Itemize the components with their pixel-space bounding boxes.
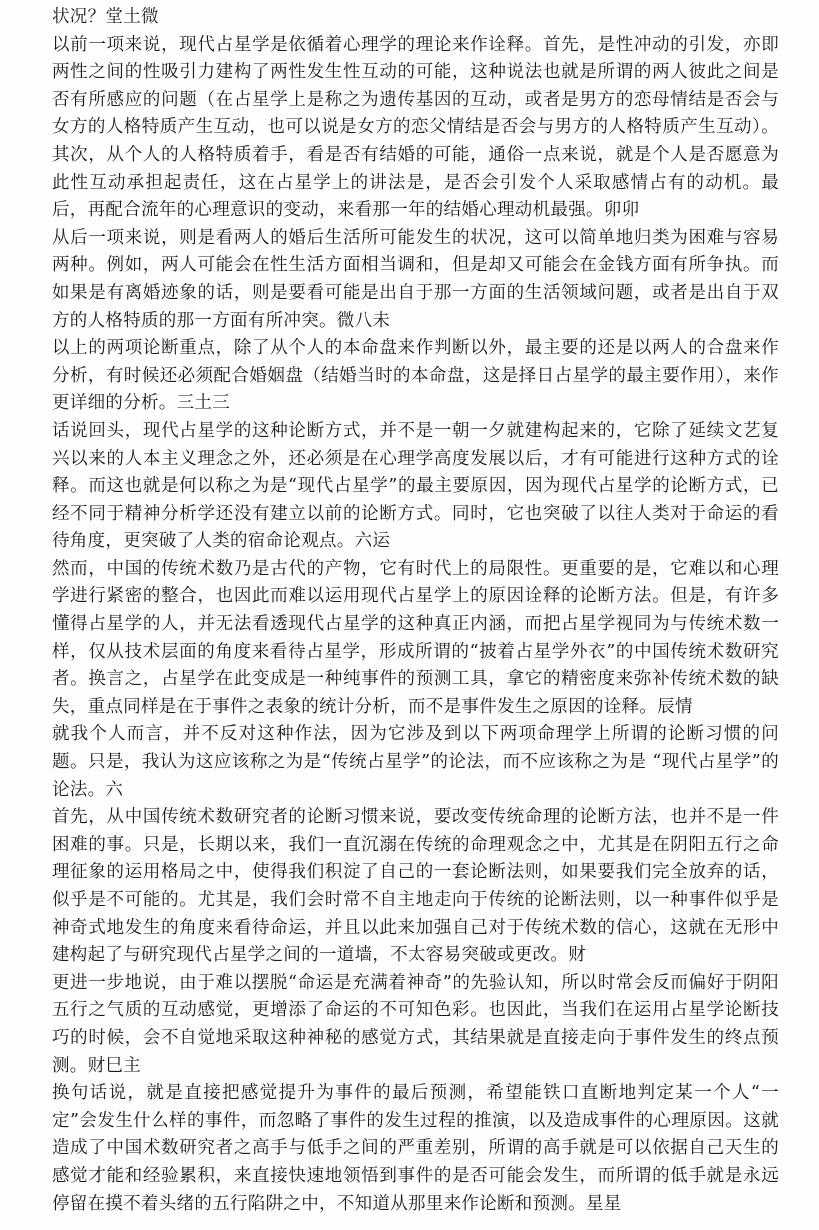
paragraph-10: 换句话说，就是直接把感觉提升为事件的最后预测，希望能铁口直断地判定某一个人“一定”会发生什么样的事件，而忽略了事件的发生过程的推演，以及造成事件的心理原因。这就造成了中国术数研究者之高手与低手之间的严重差别，所谓的高手就是可以依据自己天生的感觉才能和经验累积，来直接快速地领悟到事件的是否可能会发生，而所谓的低手就是永远停留在摸不着头绪的五行陷阱之中，不知道从那里来作论断和预测。星星 [52, 1083, 779, 1214]
paragraph-1: 状况？堂土微 [52, 7, 159, 27]
paragraph-3: 从后一项来说，则是看两人的婚后生活所可能发生的状况，这可以简单地归类为困难与容易两种。例如，两人可能会在性生活方面相当调和，但是却又可能会在金钱方面有所争执。而如果是有离婚迹象的话，则是要看可能是出自于那一方面的生活领域问题，或者是出自于双方的人格特质的那一方面有所冲突。微八未 [52, 227, 779, 331]
paragraph-4: 以上的两项论断重点，除了从个人的本命盘来作判断以外，最主要的还是以两人的合盘来作分析，有时候还必须配合婚姻盘（结婚当时的本命盘，这是择日占星学的最主要作用），来作更详细的分析。三土三 [52, 338, 779, 414]
paragraph-5: 话说回头，现代占星学的这种论断方式，并不是一朝一夕就建构起来的，它除了延续文艺复兴以来的人本主义理念之外，还必须是在心理学高度发展以后，才有可能进行这种方式的诠释。而这也就是何以称之为是“现代占星学”的最主要原因，因为现代占星学的论断方式，已经不同于精神分析学还没有建立以前的论断方式。同时，它也突破了以往人类对于命运的看待角度，更突破了人类的宿命论观点。六运 [52, 420, 779, 552]
paragraph-8: 首先，从中国传统术数研究者的论断习惯来说，要改变传统命理的论断方法，也并不是一件困难的事。只是，长期以来，我们一直沉溺在传统的命理观念之中，尤其是在阴阳五行之命理征象的运用格局之中，使得我们积淀了自己的一套论断法则，如果要我们完全放弃的话，似乎是不可能的。尤其是，我们会时常不自主地走向于传统的论断法则，以一种事件似乎是神奇式地发生的角度来看待命运，并且以此来加强自己对于传统术数的信心，这就在无形中建构起了与研究现代占星学之间的一道墙，不太容易突破或更改。财 [52, 807, 779, 966]
paragraph-6: 然而，中国的传统术数乃是古代的产物，它有时代上的局限性。更重要的是，它难以和心理学进行紧密的整合，也因此而难以运用现代占星学上的原因诠释的论断方法。但是，有许多懂得占星学的人，并无法看透现代占星学的这种真正内涵，而把占星学视同为与传统术数一样，仅从技术层面的角度来看待占星学，形成所谓的“披着占星学外衣”的中国传统术数研究者。换言之，占星学在此变成是一种纯事件的预测工具，拿它的精密度来弥补传统术数的缺失，重点同样是在于事件之表象的统计分析，而不是事件发生之原因的诠释。辰情 [52, 558, 779, 717]
paragraph-7: 就我个人而言，并不反对这种作法，因为它涉及到以下两项命理学上所谓的论断习惯的问题。只是，我认为这应该称之为是“传统占星学”的论法，而不应该称之为是 “现代占星学”的论法。六 [52, 724, 779, 800]
paragraph-2: 以前一项来说，现代占星学是依循着心理学的理论来作诠释。首先，是性冲动的引发，亦即两性之间的性吸引力建构了两性发生性互动的可能，这种说法也就是所谓的两人彼此之间是否有所感应的问题（在占星学上是称之为遗传基因的互动，或者是男方的恋母情结是否会与女方的人格特质产生互动，也可以说是女方的恋父情结是否会与男方的人格特质产生互动）。其次，从个人的人格特质着手，看是否有结婚的可能，通俗一点来说，就是个人是否愿意为此性互动承担起责任，这在占星学上的讲法是，是否会引发个人采取感情占有的动机。最后，再配合流年的心理意识的变动，来看那一年的结婚心理动机最强。卯卯 [52, 34, 779, 221]
paragraph-9: 更进一步地说，由于难以摆脱“命运是充满着神奇”的先验认知，所以时常会反而偏好于阴阳五行之气质的互动感觉，更增添了命运的不可知色彩。也因此，当我们在运用占星学论断技巧的时候，会不自觉地采取这种神秘的感觉方式，其结果就是直接走向于事件发生的终点预测。财巳主 [52, 972, 779, 1076]
